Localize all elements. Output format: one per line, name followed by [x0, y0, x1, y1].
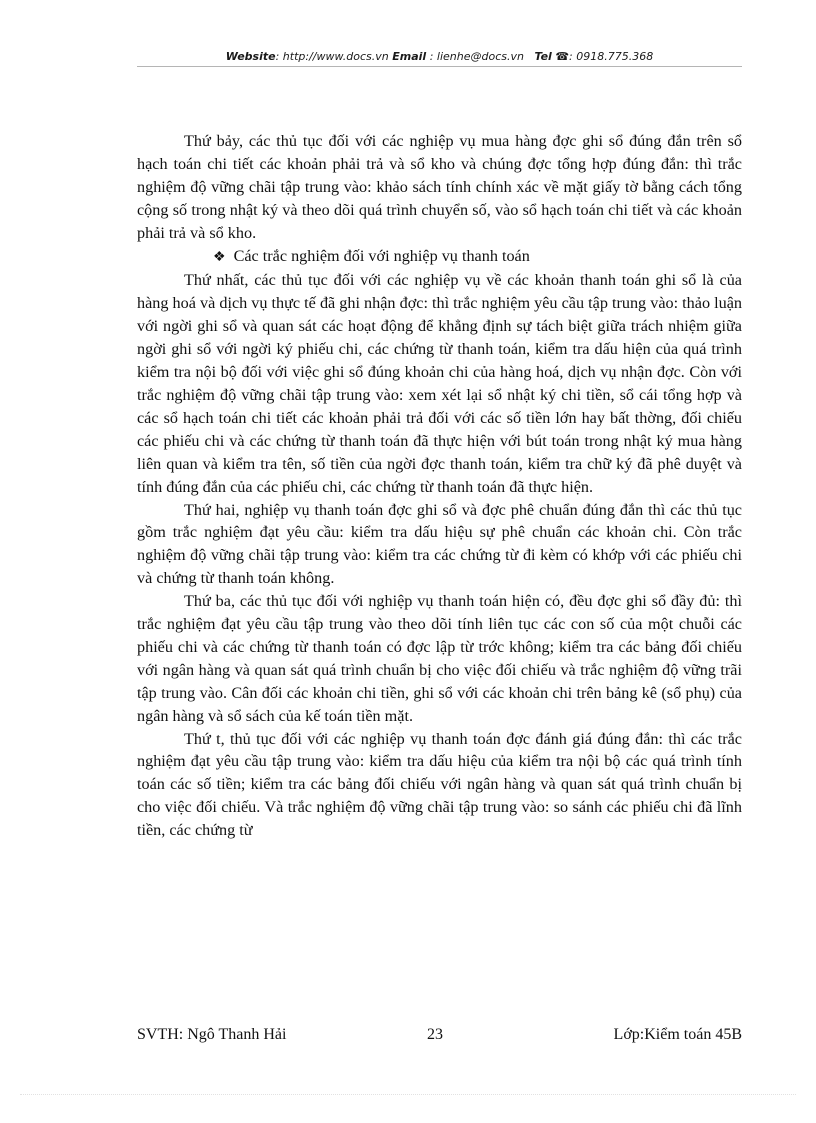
website-label: Website: [225, 50, 276, 63]
page-footer: [137, 1026, 742, 1048]
website-value: : http://www.docs.vn: [275, 50, 389, 63]
section-heading: [137, 245, 742, 270]
section-heading-text: Các trắc nghiệm đối với nghiệp vụ thanh toán: [233, 246, 530, 265]
footer-class: Lớp:Kiểm toán 45B: [613, 1026, 742, 1043]
paragraph-3: Thứ hai, nghiệp vụ thanh toán đợc ghi sổ và đợc phê chuẩn đúng đắn thì các thủ tục gồm trắc nghiệm đạt yêu cầu: kiểm tra dấu hiệu sự phê chuẩn các khoản chi. Còn trắc nghiệm độ vững chãi tập trung vào: kiểm tra các chứng từ đi kèm có khớp với các phiếu chi và chứng từ thanh toán không.: [137, 500, 742, 588]
page-bottom-border: [20, 1094, 796, 1095]
diamond-bullet-icon: ❖: [213, 249, 226, 265]
paragraph-5: Thứ t, thủ tục đối với các nghiệp vụ thanh toán đợc đánh giá đúng đắn: thì các trắc nghiệm đạt yêu cầu tập trung vào: kiểm tra dấu hiệu của kiểm tra nội bộ các quá trình tính toán các số tiền; kiểm tra các bảng đối chiếu với ngân hàng và quan sát quá trình chuẩn bị cho việc đối chiếu. Và trắc nghiệm độ vững chãi tập trung vào: so sánh các phiếu chi đã lĩnh tiền, các chứng từ: [137, 729, 742, 840]
phone-icon: ☎: [555, 50, 570, 63]
paragraph-2: Thứ nhất, các thủ tục đối với các nghiệp vụ về các khoản thanh toán ghi sổ là của hàng hoá và dịch vụ thực tế đã ghi nhận đợc: thì trắc nghiệm yêu cầu tập trung vào: thảo luận với ngời ghi sổ và quan sát các hoạt động để khẳng định sự tách biệt giữa trách nhiệm giữa ngời ghi sổ với ngời ký phiếu chi, các chứng từ thanh toán, kiểm tra dấu hiện của quá trình kiểm tra nội bộ đối với việc ghi sổ đúng khoản chi của hàng hoá, dịch vụ nhận đợc. Còn với trắc nghiệm độ vững chãi tập trung vào: xem xét lại sổ nhật ký chi tiền, sổ cái tổng hợp và các sổ hạch toán chi tiết các khoản phải trả đối với các số tiền lớn hay bất thờng, đối chiếu các phiếu chi và các chứng từ thanh toán đã thực hiện với bút toán trong nhật ký mua hàng liên quan và kiểm tra tên, số tiền của ngời đợc thanh toán, kiểm tra chữ ký đã phê duyệt và tính đúng đắn của các phiếu chi, các chứng từ thanh toán đã thực hiện.: [137, 271, 742, 496]
page-header: [137, 50, 742, 66]
paragraph-4: Thứ ba, các thủ tục đối với nghiệp vụ thanh toán hiện có, đều đợc ghi sổ đầy đủ: thì trắc nghiệm đạt yêu cầu tập trung vào theo dõi tính liên tục các con số của một chuỗi các phiếu chi và các chứng từ thanh toán có đợc lập từ trớc không; kiểm tra các bảng đối chiếu với ngân hàng và quan sát quá trình chuẩn bị cho việc đối chiếu và trắc nghiệm độ vững trãi tập trung vào. Cân đối các khoản chi tiền, ghi sổ với các khoản chi trên bảng kê (sổ phụ) của ngân hàng và sổ sách của kế toán tiền mặt.: [137, 592, 742, 725]
paragraph-1: Thứ bảy, các thủ tục đối với các nghiệp vụ mua hàng đợc ghi sổ đúng đắn trên sổ hạch toán chi tiết các khoản phải trả và sổ kho và chúng đợc tổng hợp đúng đắn: thì trắc nghiệm độ vững chãi tập trung vào: khảo sách tính chính xác về mặt giấy tờ bằng cách tổng cộng số trong nhật ký và theo dõi quá trình chuyển số, vào sổ hạch toán chi tiết và các khoản phải trả và sổ kho.: [137, 132, 742, 242]
header-divider: [137, 66, 742, 67]
tel-value: : 0918.775.368: [569, 50, 654, 63]
document-body: [137, 130, 742, 842]
footer-page-number: 23: [427, 1026, 443, 1043]
tel-label: Tel: [534, 50, 552, 63]
footer-student: SVTH: Ngô Thanh Hải: [137, 1026, 287, 1043]
email-label: Email: [392, 50, 427, 63]
email-value: : lienhe@docs.vn: [426, 50, 524, 63]
